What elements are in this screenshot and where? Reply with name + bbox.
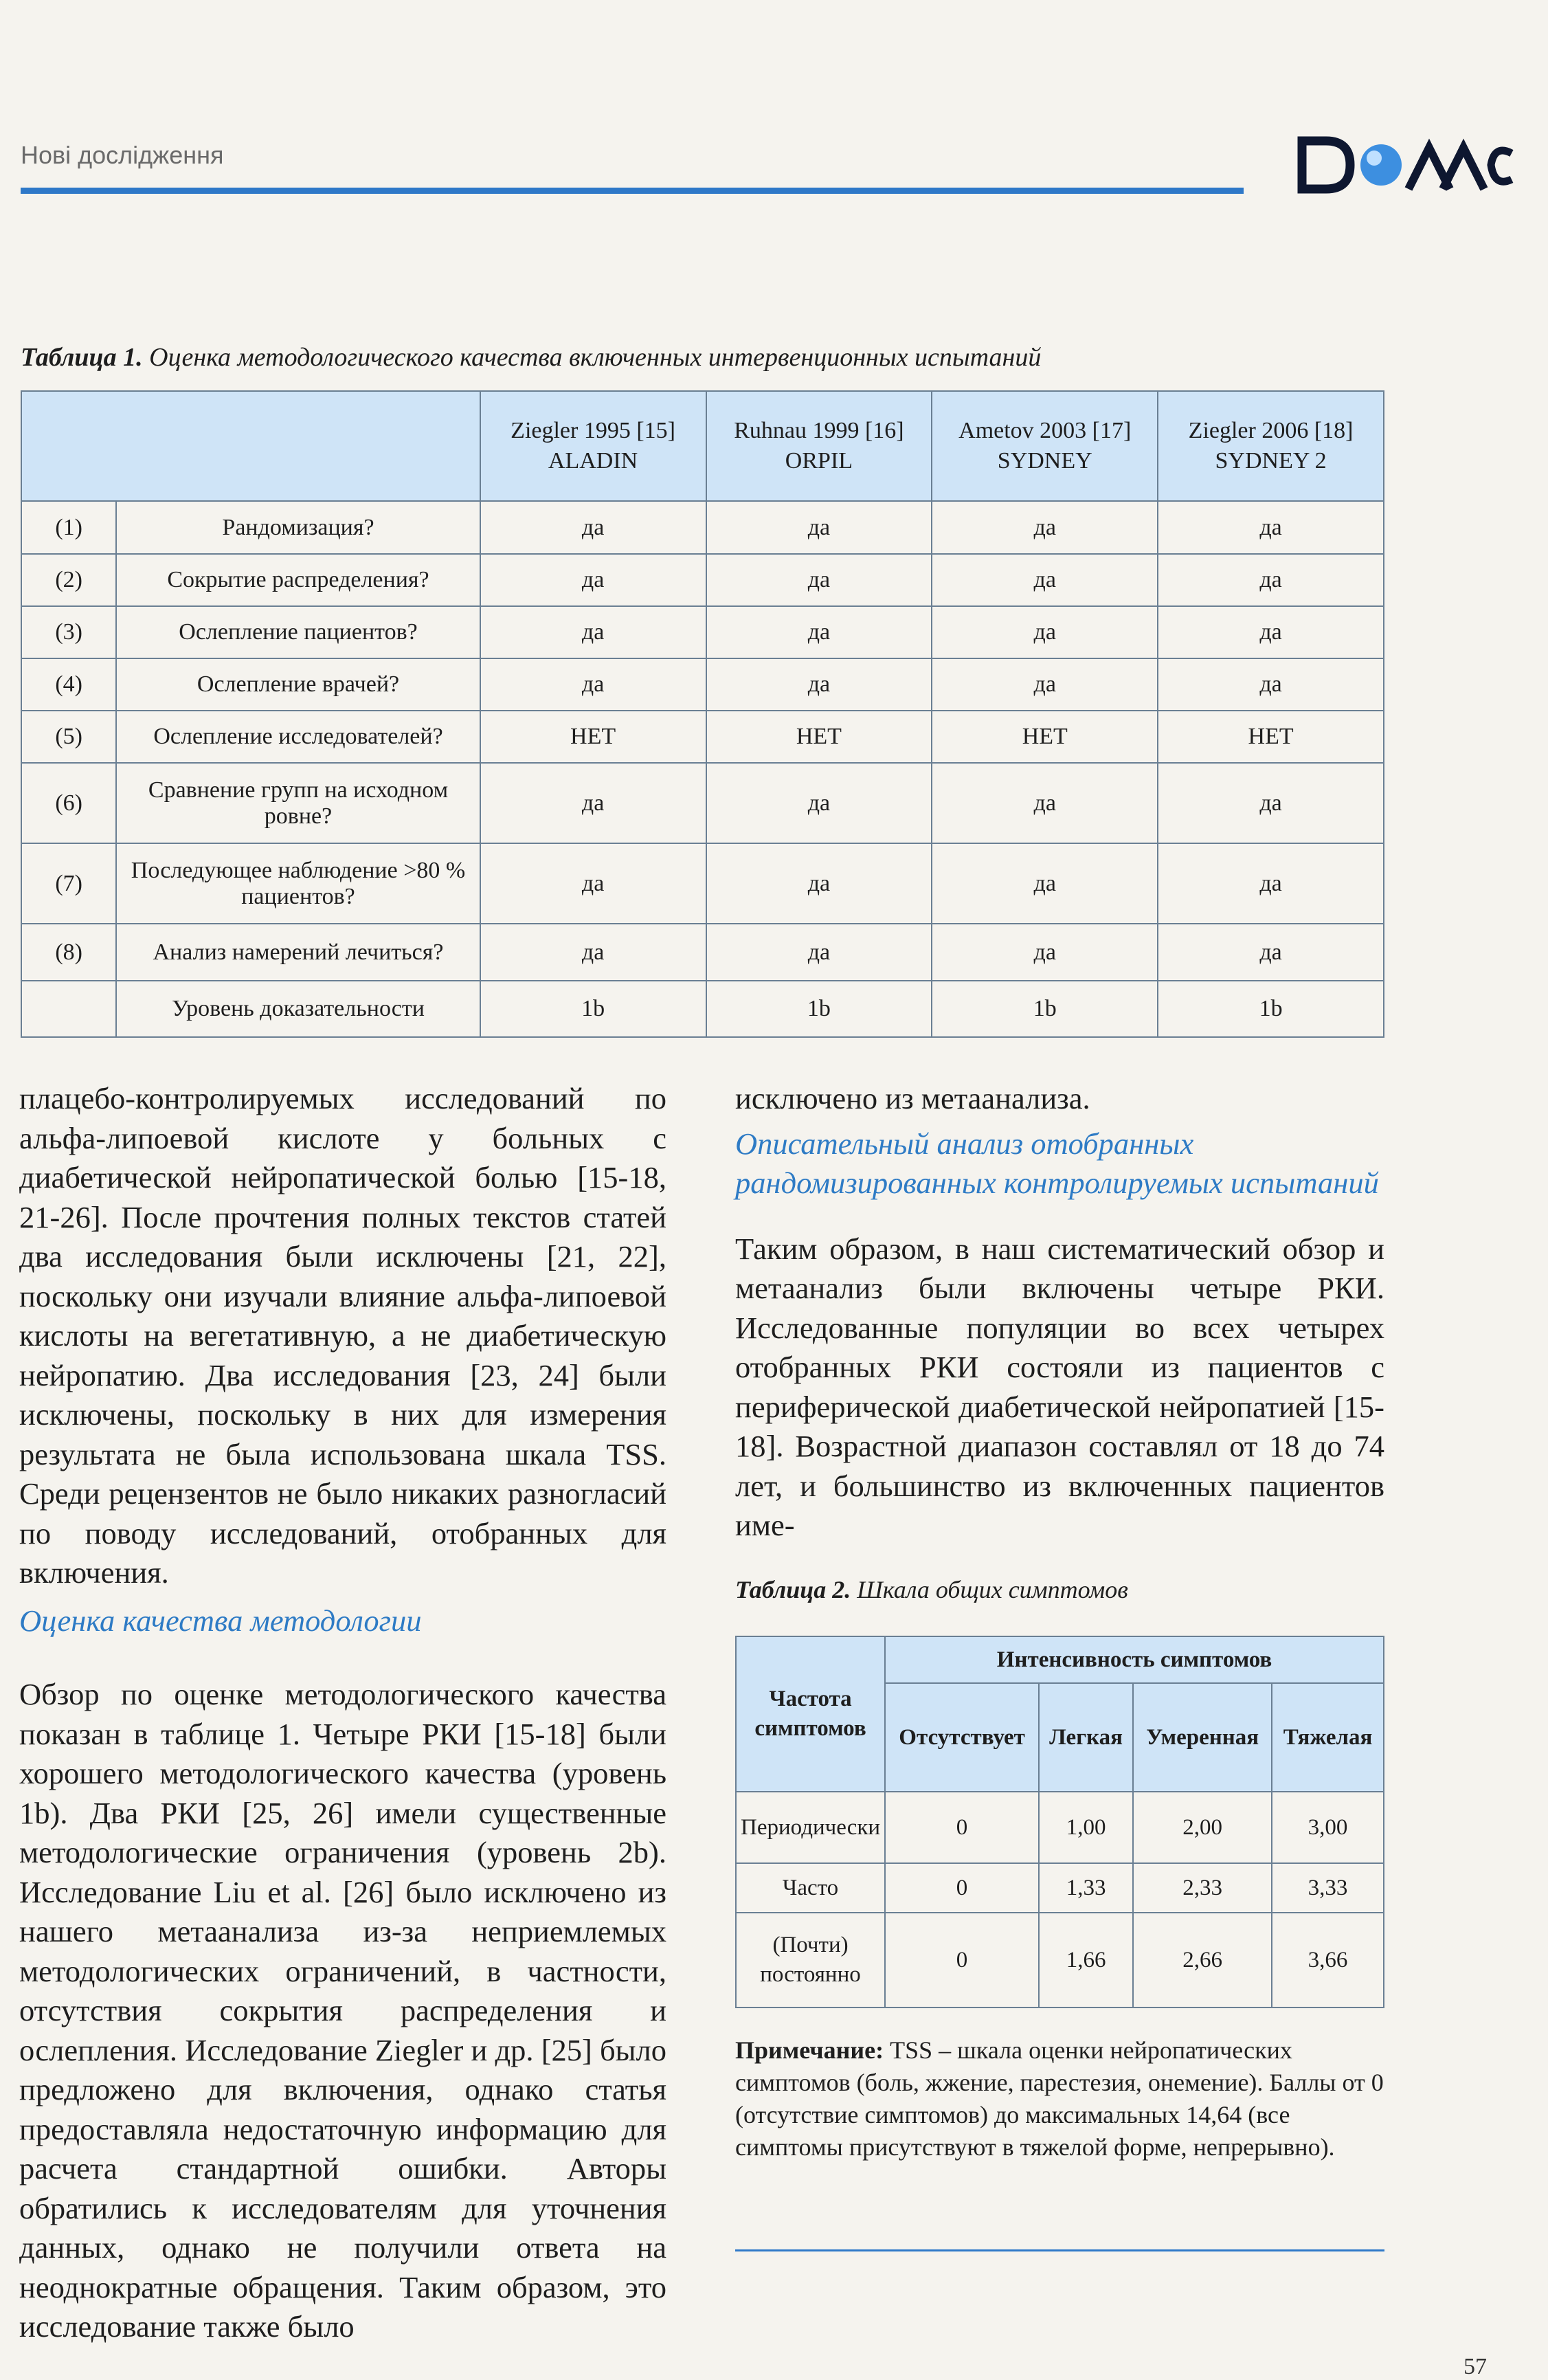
row-number: (1) bbox=[21, 501, 116, 554]
row-criterion: Ослепление врачей? bbox=[116, 658, 480, 711]
cell-value: 3,33 bbox=[1272, 1863, 1384, 1913]
row-number bbox=[21, 981, 116, 1037]
cell-value: да bbox=[1158, 763, 1384, 843]
frequency-label: (Почти) постоянно bbox=[736, 1913, 885, 2008]
cell-value: 3,00 bbox=[1272, 1792, 1384, 1863]
cell-value: да bbox=[932, 763, 1158, 843]
left-paragraph-2: Обзор по оценке методологического качества показан в таблице 1. Четыре РКИ [15-18] были хорошего методологического качества (уровень 1b). Два РКИ [25, 26] имели существенные методологические ограничения (уровень 2b). Исследование Liu et al. [26] было исключено из нашего метаанализа из-за неприемлемых методологических ограничений, в частности, отсутствия сокрытия распределения и ослепления. Исследование Ziegler и др. [25] было предложено для включения, однако статья предоставляла недостаточную информацию для расчета стандартной ошибки. Авторы обратились к исследователям для уточнения данных, однако не получили ответа на неоднократные обращения. Таким образом, это исследование также было bbox=[19, 1677, 666, 2344]
cell-value: 0 bbox=[885, 1863, 1039, 1913]
header-empty-cell bbox=[21, 391, 480, 501]
cell-value: 2,66 bbox=[1133, 1913, 1272, 2008]
row-number: (2) bbox=[21, 554, 116, 606]
row-criterion: Ослепление пациентов? bbox=[116, 606, 480, 658]
methodology-heading: Оценка качества методологии bbox=[19, 1603, 422, 1638]
row-number: (3) bbox=[21, 606, 116, 658]
table2-caption-label: Таблица 2. bbox=[735, 1576, 851, 1603]
col-header-ziegler-2006: Ziegler 2006 [18] SYDNEY 2 bbox=[1158, 391, 1384, 501]
cell-value: да bbox=[706, 501, 932, 554]
cell-value: да bbox=[480, 763, 706, 843]
table1-caption-text: Оценка методологического качества включенных интервенционных испытаний bbox=[149, 343, 1042, 372]
frequency-label: Периодически bbox=[736, 1792, 885, 1863]
cell-value: да bbox=[1158, 658, 1384, 711]
row-number: (7) bbox=[21, 843, 116, 924]
col-header-ziegler-1995: Ziegler 1995 [15] ALADIN bbox=[480, 391, 706, 501]
cell-value: 1b bbox=[932, 981, 1158, 1037]
row-number: (4) bbox=[21, 658, 116, 711]
table-row-evidence bbox=[21, 981, 1384, 1037]
table1-caption bbox=[21, 342, 1381, 372]
row-number: (8) bbox=[21, 924, 116, 981]
cell-value: да bbox=[480, 606, 706, 658]
cell-value: 0 bbox=[885, 1913, 1039, 2008]
table-row bbox=[736, 1913, 1384, 2008]
note-text: TSS – шкала оценки нейропатических симптомов (боль, жжение, парестезия, онемение). Баллы от 0 (отсутствие симптомов) до максимальных 14,64 (все симптомы присутствуют в тяжелой форме, непрерывно). bbox=[735, 2036, 1384, 2161]
row-criterion: Сокрытие распределения? bbox=[116, 554, 480, 606]
row-criterion: Анализ намерений лечиться? bbox=[116, 924, 480, 981]
cell-value: НЕТ bbox=[480, 711, 706, 763]
col-header-moderate: Умеренная bbox=[1133, 1683, 1272, 1792]
row-criterion: Уровень доказательности bbox=[116, 981, 480, 1037]
table-row bbox=[21, 501, 1384, 554]
cell-value: да bbox=[1158, 924, 1384, 981]
table2-note bbox=[735, 2034, 1384, 2164]
table-header-row bbox=[21, 391, 1384, 501]
table-row bbox=[21, 606, 1384, 658]
cell-value: да bbox=[480, 658, 706, 711]
page-number: 57 bbox=[1463, 2354, 1487, 2379]
table-row bbox=[21, 658, 1384, 711]
row-criterion: Ослепление исследователей? bbox=[116, 711, 480, 763]
cell-value: 1b bbox=[706, 981, 932, 1037]
row-number: (6) bbox=[21, 763, 116, 843]
cell-value: да bbox=[1158, 501, 1384, 554]
table1-caption-label: Таблица 1. bbox=[21, 343, 143, 372]
row-criterion: Последующее наблюдение >80 % пациентов? bbox=[116, 843, 480, 924]
cell-value: да bbox=[706, 843, 932, 924]
quality-table bbox=[21, 390, 1384, 1038]
cell-value: да bbox=[1158, 554, 1384, 606]
table-row bbox=[21, 763, 1384, 843]
cell-value: да bbox=[706, 554, 932, 606]
cell-value: да bbox=[932, 924, 1158, 981]
cell-value: да bbox=[480, 924, 706, 981]
cell-value: да bbox=[932, 606, 1158, 658]
cell-value: да bbox=[1158, 606, 1384, 658]
col-header-ametov-2003: Ametov 2003 [17] SYDNEY bbox=[932, 391, 1158, 501]
col-header-ruhnau-1999: Ruhnau 1999 [16] ORPIL bbox=[706, 391, 932, 501]
frequency-label: Часто bbox=[736, 1863, 885, 1913]
table-row bbox=[21, 924, 1384, 981]
cell-value: да bbox=[480, 843, 706, 924]
cell-value: да bbox=[706, 658, 932, 711]
right-paragraph-1: исключено из метаанализа. bbox=[735, 1081, 1090, 1115]
row-criterion: Рандомизация? bbox=[116, 501, 480, 554]
col-header-mild: Легкая bbox=[1039, 1683, 1133, 1792]
table-row bbox=[736, 1792, 1384, 1863]
left-text-column bbox=[19, 1079, 666, 2347]
cell-value: да bbox=[932, 658, 1158, 711]
left-paragraph-1: плацебо-контролируемых исследований по альфа-липоевой кислоте у больных с диабетической нейропатической болью [15-18, 21-26]. После прочтения полных текстов статей два исследования были исключены [21, 22], поскольку они изучали влияние альфа-липоевой кислоты на вегетативную, а не диабетическую нейропатию. Два исследования [23, 24] были исключены, поскольку в них для измерения результата не была использована шкала TSS. Среди рецензентов не было никаких разногласий по поводу исследований, отобранных для включения. bbox=[19, 1081, 666, 1590]
cell-value: да bbox=[932, 501, 1158, 554]
cell-value: 1b bbox=[1158, 981, 1384, 1037]
journal-logo bbox=[1295, 134, 1515, 196]
note-rule bbox=[735, 2249, 1384, 2251]
cell-value: 3,66 bbox=[1272, 1913, 1384, 2008]
cell-value: да bbox=[706, 924, 932, 981]
cell-value: да bbox=[706, 763, 932, 843]
symptom-scale-table bbox=[735, 1636, 1384, 2008]
frequency-header: Частота симптомов bbox=[736, 1636, 885, 1792]
cell-value: 1,66 bbox=[1039, 1913, 1133, 2008]
table-header-row bbox=[736, 1636, 1384, 1683]
table2-caption-text: Шкала общих симптомов bbox=[857, 1576, 1128, 1603]
note-label: Примечание: bbox=[735, 2036, 884, 2064]
intensity-header: Интенсивность симптомов bbox=[885, 1636, 1384, 1683]
right-text-column bbox=[735, 1079, 1384, 1546]
cell-value: да bbox=[1158, 843, 1384, 924]
table2-caption bbox=[735, 1575, 1384, 1604]
section-name: Нові дослідження bbox=[21, 141, 224, 169]
cell-value: НЕТ bbox=[932, 711, 1158, 763]
cell-value: да bbox=[480, 554, 706, 606]
table-row bbox=[736, 1863, 1384, 1913]
page-header bbox=[21, 127, 1498, 203]
cell-value: 1,33 bbox=[1039, 1863, 1133, 1913]
header-rule bbox=[21, 188, 1244, 194]
cell-value: 2,00 bbox=[1133, 1792, 1272, 1863]
col-header-absent: Отсутствует bbox=[885, 1683, 1039, 1792]
cell-value: 1,00 bbox=[1039, 1792, 1133, 1863]
right-paragraph-2: Таким образом, в наш систематический обзор и метаанализ были включены четыре РКИ. Исследованные популяции во всех четырех отобранных РКИ состояли из пациентов с периферической диабетической нейропатией [15-18]. Возрастной диапазон составлял от 18 до 74 лет, и большинство из включенных пациентов име- bbox=[735, 1231, 1384, 1542]
table-row bbox=[21, 711, 1384, 763]
row-criterion: Сравнение групп на исходном ровне? bbox=[116, 763, 480, 843]
cell-value: НЕТ bbox=[1158, 711, 1384, 763]
cell-value: да bbox=[706, 606, 932, 658]
descriptive-analysis-heading: Описательный анализ отобранных рандомизированных контролируемых испытаний bbox=[735, 1126, 1379, 1200]
cell-value: да bbox=[480, 501, 706, 554]
cell-value: 0 bbox=[885, 1792, 1039, 1863]
cell-value: 2,33 bbox=[1133, 1863, 1272, 1913]
table-row bbox=[21, 554, 1384, 606]
col-header-severe: Тяжелая bbox=[1272, 1683, 1384, 1792]
cell-value: НЕТ bbox=[706, 711, 932, 763]
cell-value: да bbox=[932, 843, 1158, 924]
cell-value: 1b bbox=[480, 981, 706, 1037]
row-number: (5) bbox=[21, 711, 116, 763]
table-row bbox=[21, 843, 1384, 924]
cell-value: да bbox=[932, 554, 1158, 606]
